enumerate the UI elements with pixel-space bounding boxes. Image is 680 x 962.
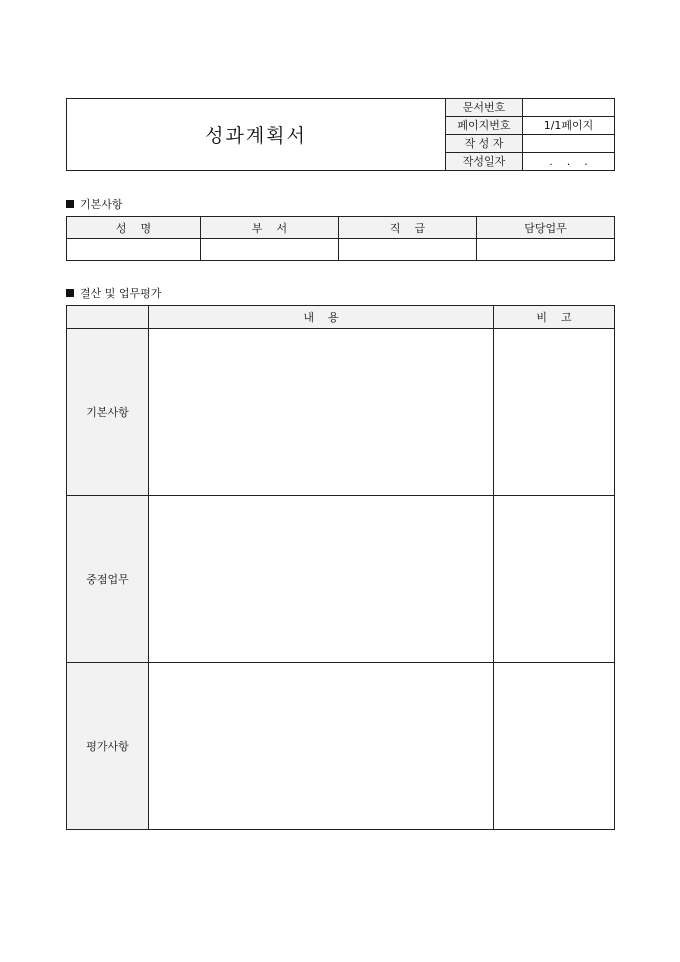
row-label-header xyxy=(67,306,149,329)
note-cell-key-tasks[interactable] xyxy=(494,496,615,663)
row-label-evaluation: 평가사항 xyxy=(67,663,149,830)
document-header-table xyxy=(66,98,615,171)
col-content-header: 내 용 xyxy=(149,306,494,329)
note-cell-evaluation[interactable] xyxy=(494,663,615,830)
department-cell[interactable] xyxy=(201,239,339,261)
content-cell-basic[interactable] xyxy=(149,329,494,496)
name-cell[interactable] xyxy=(67,239,201,261)
col-department-header: 부 서 xyxy=(201,217,339,239)
eval-section-heading xyxy=(66,285,161,301)
duty-cell[interactable] xyxy=(477,239,615,261)
basic-section-title: 기본사항 xyxy=(80,198,123,211)
col-rank-header: 직 급 xyxy=(339,217,477,239)
author-label: 작 성 자 xyxy=(446,135,523,153)
date-value[interactable]: . . . xyxy=(523,153,615,171)
square-bullet-icon xyxy=(66,289,74,297)
document-title: 성과계획서 xyxy=(67,99,446,171)
page-number-label: 페이지번호 xyxy=(446,117,523,135)
date-label: 작성일자 xyxy=(446,153,523,171)
note-cell-basic[interactable] xyxy=(494,329,615,496)
evaluation-table xyxy=(66,305,615,830)
content-cell-key-tasks[interactable] xyxy=(149,496,494,663)
col-note-header: 비 고 xyxy=(494,306,615,329)
doc-number-label: 문서번호 xyxy=(446,99,523,117)
doc-number-value[interactable] xyxy=(523,99,615,117)
basic-section-heading xyxy=(66,196,123,212)
basic-info-table xyxy=(66,216,615,261)
content-cell-evaluation[interactable] xyxy=(149,663,494,830)
page-number-value: 1/1페이지 xyxy=(523,117,615,135)
col-duty-header: 담당업무 xyxy=(477,217,615,239)
col-name-header: 성 명 xyxy=(67,217,201,239)
square-bullet-icon xyxy=(66,200,74,208)
eval-section-title: 결산 및 업무평가 xyxy=(80,287,162,300)
row-label-key-tasks: 중점업무 xyxy=(67,496,149,663)
author-value[interactable] xyxy=(523,135,615,153)
row-label-basic: 기본사항 xyxy=(67,329,149,496)
rank-cell[interactable] xyxy=(339,239,477,261)
